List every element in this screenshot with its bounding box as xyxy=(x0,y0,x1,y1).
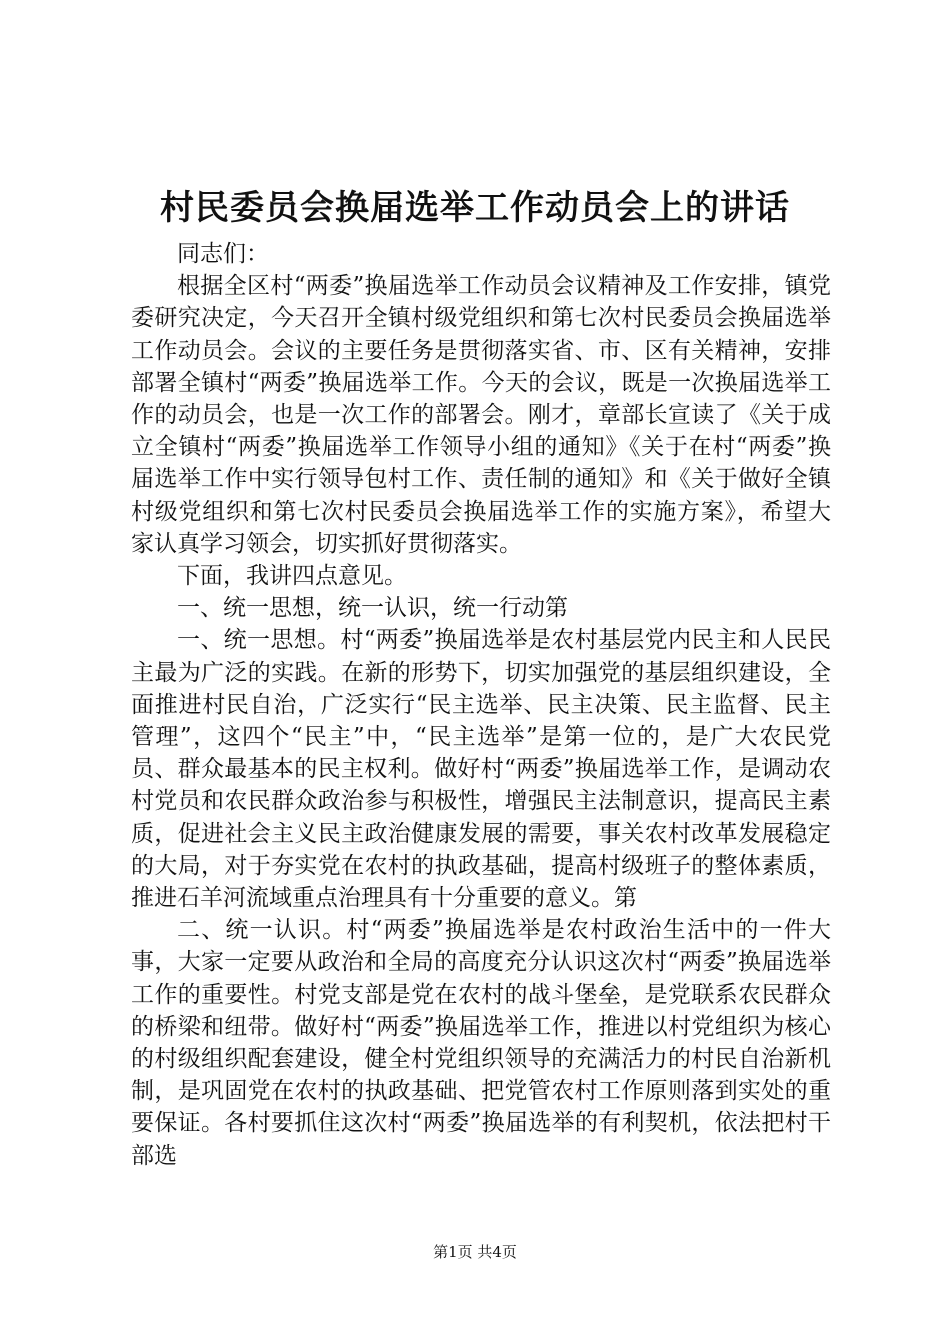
document-body xyxy=(131,238,831,1172)
body-paragraph: 根据全区村“两委”换届选举工作动员会议精神及工作安排，镇党委研究决定，今天召开全镇村级党组织和第七次村民委员会换届选举工作动员会。会议的主要任务是贯彻落实省、市、区有关精神，安排部署全镇村“两委”换届选举工作。今天的会议，既是一次换届选举工作的动员会，也是一次工作的部署会。刚才，章部长宣读了《关于成立全镇村“两委”换届选举工作领导小组的通知》《关于在村“两委”换届选举工作中实行领导包村工作、责任制的通知》和《关于做好全镇村级党组织和第七次村民委员会换届选举工作的实施方案》，希望大家认真学习领会，切实抓好贯彻落实。 xyxy=(131,273,831,557)
body-paragraph: 一、统一思想。村“两委”换届选举是农村基层党内民主和人民民主最为广泛的实践。在新的形势下，切实加强党的基层组织建设，全面推进村民自治，广泛实行“民主选举、民主决策、民主监督、民主管理”，这四个“民主”中，“民主选举”是第一位的，是广大农民党员、群众最基本的民主权利。做好村“两委”换届选举工作，是调动农村党员和农民群众政治参与积极性，增强民主法制意识，提高民主素质，促进社会主义民主政治健康发展的需要，事关农村改革发展稳定的大局，对于夯实党在农村的执政基础，提高村级班子的整体素质，推进石羊河流域重点治理具有十分重要的意义。第 xyxy=(131,627,831,912)
body-paragraph: 下面，我讲四点意见。 xyxy=(177,563,407,590)
body-paragraph: 二、统一认识。村“两委”换届选举是农村政治生活中的一件大事，大家一定要从政治和全局的高度充分认识这次村“两委”换届选举工作的重要性。村党支部是党在农村的战斗堡垒，是党联系农民群众的桥梁和纽带。做好村“两委”换届选举工作，推进以村党组织为核心的村级组织配套建设，健全村党组织领导的充满活力的村民自治新机制，是巩固党在农村的执政基础、把党管农村工作原则落到实处的重要保证。各村要抓住这次村“两委”换届选举的有利契机，依法把村干部选 xyxy=(131,917,831,1169)
page-footer: 第1页 共4页 xyxy=(433,1243,517,1261)
document-title: 村民委员会换届选举工作动员会上的讲话 xyxy=(160,188,790,228)
section-heading: 一、统一思想，统一认识，统一行动第 xyxy=(177,595,568,622)
salutation-paragraph: 同志们： xyxy=(177,241,269,267)
